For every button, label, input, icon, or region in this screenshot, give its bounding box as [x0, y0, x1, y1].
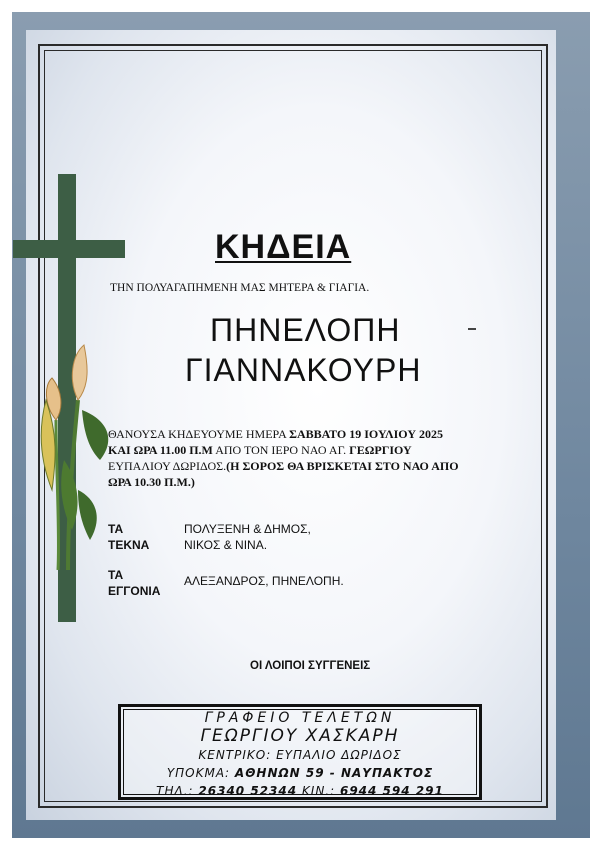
grandchildren-names: ΑΛΕΞΑΝΔΡΟΣ, ΠΗΝΕΛΟΠΗ. — [184, 574, 344, 588]
details-note: (Η ΣΟΡΟΣ ΘΑ ΒΡΙΣΚΕΤΑΙ ΣΤΟ ΝΑΟ ΑΠΟ — [226, 459, 459, 473]
church-name: ΓΕΩΡΓΙΟΥ — [349, 443, 412, 457]
calla-lily-icon — [38, 340, 118, 570]
deceased-first-name: ΠΗΝΕΛΟΠΗ — [210, 312, 401, 348]
intro-text: ΤΗΝ ΠΟΛΥΑΓΑΠΗΜΕΝΗ ΜΑΣ ΜΗΤΕΡΑ & ΓΙΑΓΙΑ. — [110, 282, 370, 294]
details-text: ΘΑΝΟΥΣΑ ΚΗΔΕΥΟΥΜΕ ΗΜΕΡΑ — [108, 427, 290, 441]
grandchildren-label: ΕΓΓΟΝΙΑ — [108, 584, 161, 598]
details-text: ΑΠΟ ΤΟΝ ΙΕΡΟ ΝΑΟ ΑΓ. — [212, 443, 350, 457]
branch-address: ΑΘΗΝΩΝ 59 - ΝΑΥΠΑΚΤΟΣ — [234, 766, 434, 780]
mobile-number: 6944 594 291 — [339, 784, 444, 798]
children-names: ΝΙΚΟΣ & ΝΙΝΑ. — [184, 538, 268, 552]
office-phones — [123, 784, 477, 798]
phone-label: ΤΗΛ.: — [156, 784, 199, 798]
funeral-details — [108, 426, 548, 490]
cross-horizontal-bar — [13, 240, 125, 258]
phone-number: 26340 52344 — [198, 784, 298, 798]
children-names: ΠΟΛΥΞΕΝΗ & ΔΗΜΟΣ, — [184, 522, 311, 536]
stray-mark — [468, 328, 476, 330]
office-branch-address — [123, 766, 477, 780]
funeral-time: ΚΑΙ ΩΡΑ 11.00 Π.Μ — [108, 443, 213, 457]
funeral-date: ΣΑΒΒΑΤΟ 19 ΙΟΥΛΙΟΥ 2025 — [289, 427, 443, 441]
branch-label: ΥΠΟΚΜΑ: — [166, 766, 235, 780]
grandchildren-label: ΤΑ — [108, 568, 124, 582]
deceased-surname: ΓΙΑΝΝΑΚΟΥΡΗ — [185, 352, 422, 388]
relatives-text: ΟΙ ΛΟΙΠΟΙ ΣΥΓΓΕΝΕΙΣ — [250, 660, 371, 672]
office-main-address: ΚΕΝΤΡΙΚΟ: ΕΥΠΑΛΙΟ ΔΩΡΙΔΟΣ — [198, 748, 402, 762]
office-heading: ΓΡΑΦΕΙΟ ΤΕΛΕΤΩΝ — [204, 710, 396, 726]
details-text: ΕΥΠΑΛΙΟΥ ΔΩΡΙΔΟΣ. — [108, 459, 227, 473]
children-label: ΤΑ — [108, 522, 124, 536]
mobile-label: ΚΙΝ.: — [297, 784, 340, 798]
notice-title: ΚΗΔΕΙΑ — [215, 228, 352, 266]
office-owner: ΓΕΩΡΓΙΟΥ ΧΑΣΚΑΡΗ — [200, 726, 400, 746]
children-label: ΤΕΚΝΑ — [108, 538, 150, 552]
details-note: ΩΡΑ 10.30 Π.Μ.) — [108, 475, 195, 489]
